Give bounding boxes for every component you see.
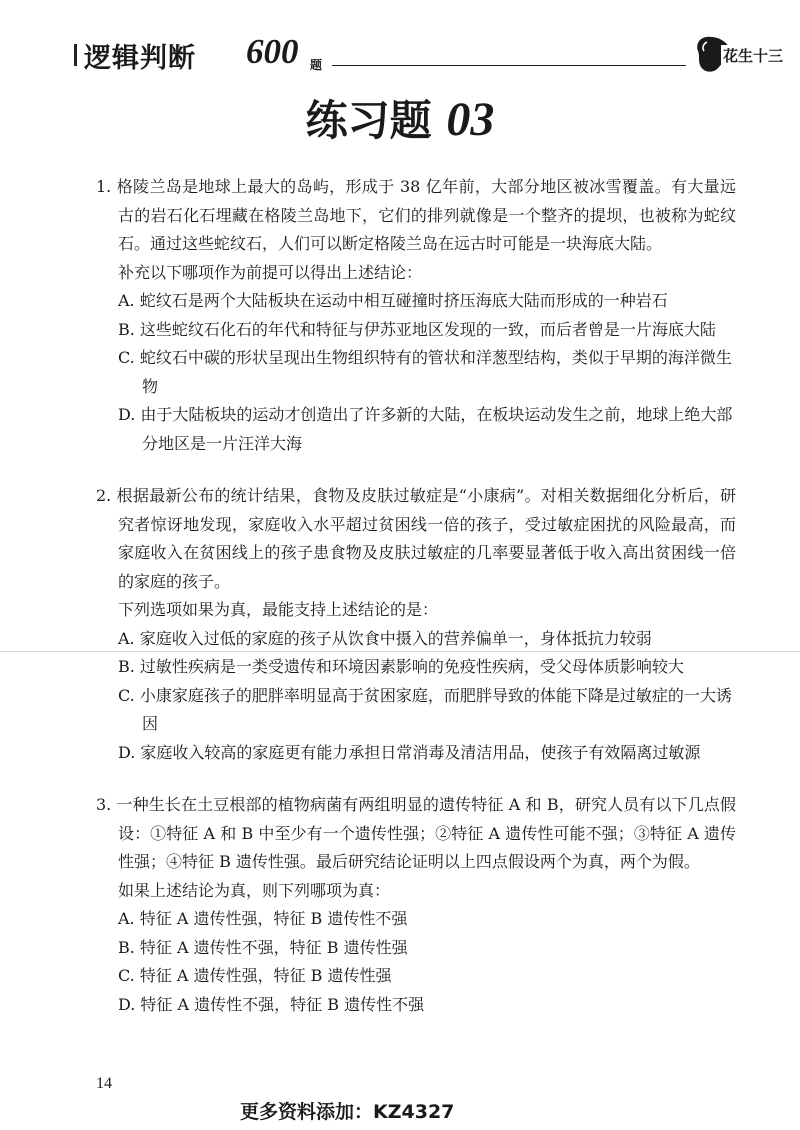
option-c: C. 小康家庭孩子的肥胖率明显高于贫困家庭，而肥胖导致的体能下降是过敏症的一大诱因	[118, 685, 732, 733]
question-stem: 1. 格陵兰岛是地球上最大的岛屿，形成于 38 亿年前，大部分地区被冰雪覆盖。有大量远古的岩石化石埋藏在格陵兰岛地下，它们的排列就像是一个整齐的提坝，也被称为蛇纹石。通过这些蛇纹石，人们可以断定格陵兰岛在远古时可能是一块海底大陆。	[96, 177, 736, 253]
question-3	[96, 791, 736, 1019]
option-b: B. 过敏性疾病是一类受遗传和环境因素影响的免疫性疾病，受父母体质影响较大	[118, 657, 684, 676]
header-bar	[74, 44, 77, 66]
series-name: 逻辑判断	[84, 43, 196, 74]
option-d: D. 家庭收入较高的家庭更有能力承担日常消毒及清洁用品，使孩子有效隔离过敏源	[118, 742, 701, 762]
title-text: 练习题	[305, 96, 432, 145]
question-2	[96, 482, 736, 767]
question-prompt: 下列选项如果为真，最能支持上述结论的是：	[118, 600, 439, 619]
option-a: A. 蛇纹石是两个大陆板块在运动中相互碰撞时挤压海底大陆而形成的一种岩石	[118, 291, 668, 310]
question-stem: 3. 一种生长在土豆根部的植物病菌有两组明显的遗传特征 A 和 B，研究人员有以下几点假设：①特征 A 和 B 中至少有一个遗传性强；②特征 A 遗传性可能不强；③特征 A 遗传性强；④特征 B 遗传性强。最后研究结论证明以上四点假设两个为真，两个为假。	[96, 795, 736, 871]
option-b: B. 特征 A 遗传性不强，特征 B 遗传性强	[118, 937, 408, 957]
scan-fold-line	[0, 651, 800, 652]
page-number: 14	[96, 1075, 112, 1092]
series-number: 600	[246, 32, 299, 71]
option-d: D. 特征 A 遗传性不强，特征 B 遗传性不强	[118, 994, 425, 1014]
question-prompt: 如果上述结论为真，则下列哪项为真：	[118, 880, 391, 900]
header-rule	[332, 65, 686, 66]
option-a: A. 特征 A 遗传性强，特征 B 遗传性不强	[118, 909, 408, 928]
option-c: C. 特征 A 遗传性强，特征 B 遗传性强	[118, 966, 392, 985]
option-c: C. 蛇纹石中碳的形状呈现出生物组织特有的管状和洋葱型结构，类似于早期的海洋微生物	[118, 348, 732, 396]
option-a: A. 家庭收入过低的家庭的孩子从饮食中摄入的营养偏单一，身体抵抗力较弱	[118, 628, 652, 648]
option-d: D. 由于大陆板块的运动才创造出了许多新的大陆，在板块运动发生之前，地球上绝大部分地区是一片汪洋大海	[118, 405, 733, 453]
footer-note: 更多资料添加：KZ4327	[240, 1101, 455, 1123]
option-b: B. 这些蛇纹石化石的年代和特征与伊苏亚地区发现的一致，而后者曾是一片海底大陆	[118, 319, 716, 339]
page-title	[0, 88, 800, 148]
running-header	[74, 30, 784, 80]
series-suffix: 题	[310, 58, 323, 72]
brand-name: 花生十三	[723, 47, 784, 65]
question-list	[96, 173, 736, 1019]
question-stem: 2. 根据最新公布的统计结果，食物及皮肤过敏症是“小康病”。对相关数据细化分析后，研究者惊讶地发现，家庭收入水平超过贫困线一倍的孩子，受过敏症困扰的风险最高，而家庭收入在贫困线上的孩子患食物及皮肤过敏症的几率要显著低于收入高出贫困线一倍的家庭的孩子。	[96, 486, 736, 591]
question-prompt: 补充以下哪项作为前提可以得出上述结论：	[118, 262, 423, 282]
title-number: 03	[446, 93, 495, 146]
question-1	[96, 173, 736, 458]
